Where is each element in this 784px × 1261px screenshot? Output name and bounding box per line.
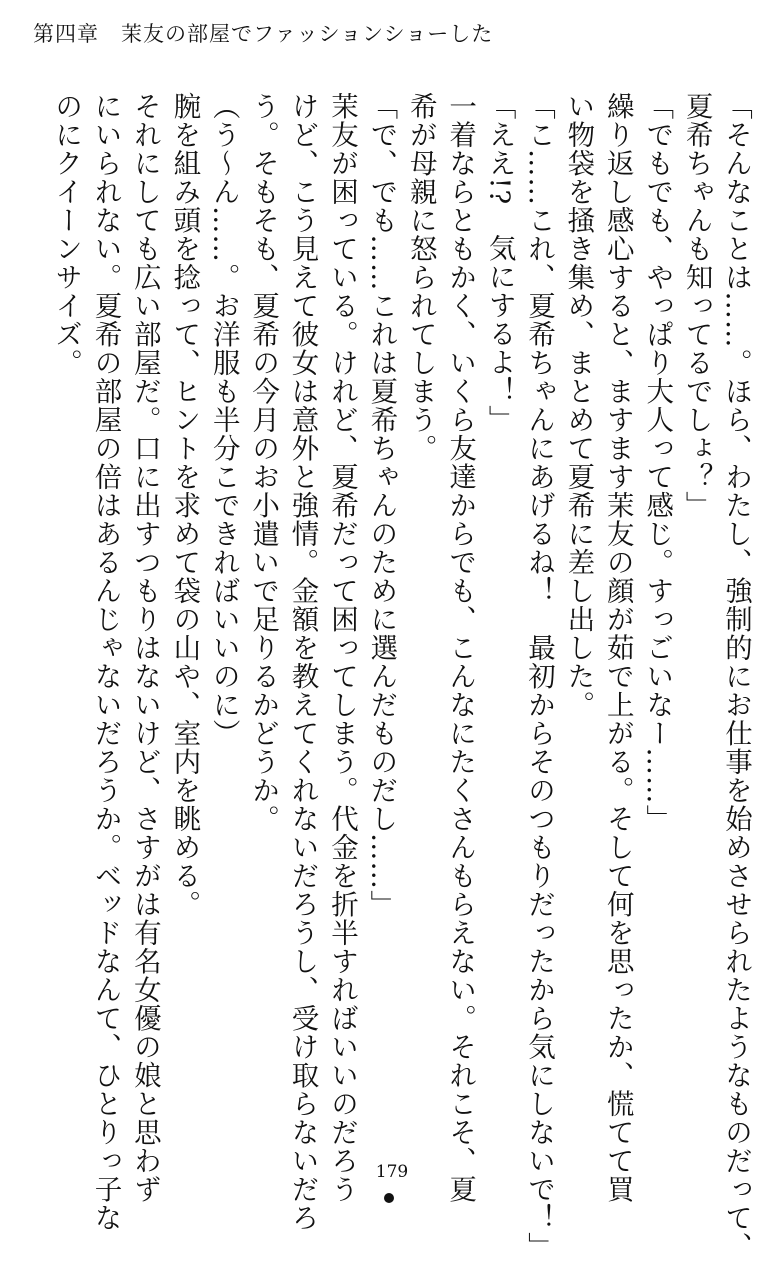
page-number: 179 bbox=[375, 1162, 409, 1182]
text-line: 「でもでも、やっぱり大人って感じ。すっごいなー……」 bbox=[641, 92, 674, 833]
text-line: 「で、でも……これは夏希ちゃんのために選んだものだし……」 bbox=[365, 92, 398, 919]
text-line: けど、こう見えて彼女は意外と強情。金額を教えてくれないだろうし、受け取らないだろ bbox=[286, 92, 319, 1232]
text-line: 「ええ!? 気にするよ！」 bbox=[483, 92, 516, 434]
text-line: 「こ……これ、夏希ちゃんにあげるね！ 最初からそのつもりだったから気にしないで！」 bbox=[522, 92, 555, 1261]
text-line: 「そんなことは……。ほら、わたし、強制的にお仕事を始めさせられたようなものだって、 bbox=[720, 92, 752, 1261]
text-line: それにしても広い部屋だ。口に出すつもりはないけど、さすがは有名女優の娘と思わず bbox=[128, 92, 161, 1204]
text-line: い物袋を掻き集め、まとめて夏希に差し出した。 bbox=[562, 92, 595, 719]
text-line: のにクイーンサイズ。 bbox=[50, 92, 83, 377]
text-line: 茉友が困っている。けれど、夏希だって困ってしまう。代金を折半すればいいのだろう bbox=[325, 92, 358, 1204]
bullet-mark bbox=[384, 1193, 394, 1203]
text-line: 腕を組み頭を捻って、ヒントを求めて袋の山や、室内を眺める。 bbox=[168, 92, 201, 919]
running-title: 第四章 茉友の部屋でファッションショーした bbox=[33, 22, 494, 46]
text-line: う。そもそも、夏希の今月のお小遣いで足りるかどうか。 bbox=[247, 92, 280, 833]
text-line: 希が母親に怒られてしまう。 bbox=[404, 92, 437, 463]
text-line: にいられない。夏希の部屋の倍はあるんじゃないだろうか。ベッドなんて、ひとりっ子な bbox=[89, 92, 122, 1232]
text-line: （う～ん……。お洋服も半分こできればいいのに） bbox=[207, 92, 240, 748]
text-line: 一着ならともかく、いくら友達からでも、こんなにたくさんもらえない。それこそ、夏 bbox=[444, 92, 477, 1204]
text-line: 夏希ちゃんも知ってるでしょ？」 bbox=[680, 92, 713, 520]
text-line: 繰り返し感心すると、ますます茉友の顔が茹で上がる。そして何を思ったか、慌てて買 bbox=[601, 92, 634, 1204]
